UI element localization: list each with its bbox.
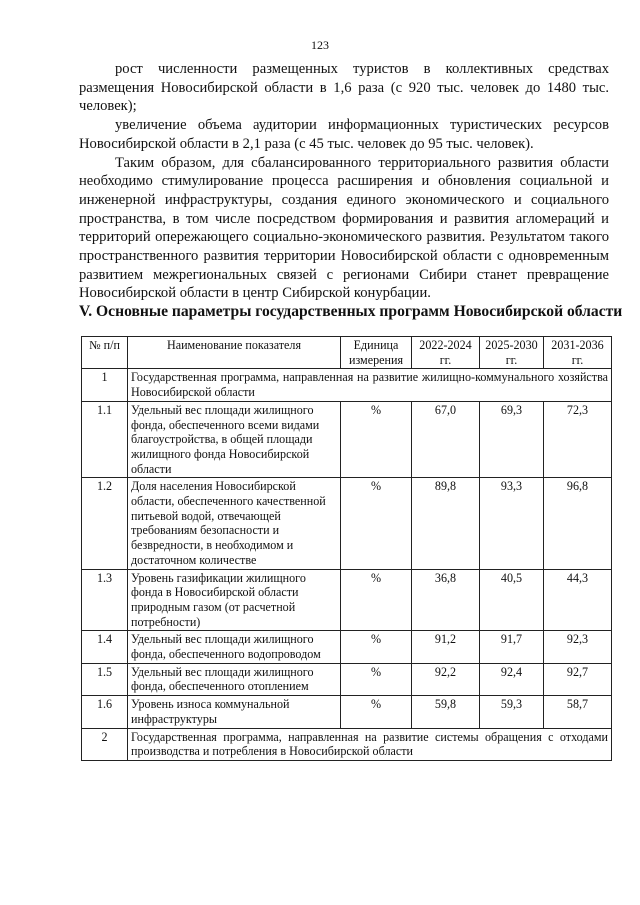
body-text <box>79 60 609 303</box>
program-number: 2 <box>82 728 128 760</box>
indicator-name: Уровень газификации жилищного фонда в Новосибирской области природным газом (от расчетной потребности) <box>128 569 341 631</box>
value-2022-2024: 67,0 <box>412 401 480 478</box>
program-row <box>82 728 612 760</box>
value-2031-2036: 92,3 <box>544 631 612 663</box>
page-number: 123 <box>311 38 329 52</box>
header-period-2022-2024: 2022-2024 гг. <box>412 337 480 369</box>
indicator-number: 1.3 <box>82 569 128 631</box>
header-period-2031-2036: 2031-2036 гг. <box>544 337 612 369</box>
value-2025-2030: 92,4 <box>480 663 544 695</box>
indicator-unit: % <box>341 569 412 631</box>
table-header-row <box>82 337 612 369</box>
indicator-unit: % <box>341 401 412 478</box>
program-title: Государственная программа, направленная на развитие жилищно-коммунального хозяйства Новосибирской области <box>128 369 612 401</box>
indicator-name: Удельный вес площади жилищного фонда, обеспеченного водопроводом <box>128 631 341 663</box>
indicator-number: 1.6 <box>82 696 128 728</box>
indicator-name: Уровень износа коммунальной инфраструктуры <box>128 696 341 728</box>
program-number: 1 <box>82 369 128 401</box>
header-unit: Единица измерения <box>341 337 412 369</box>
value-2022-2024: 89,8 <box>412 478 480 569</box>
value-2025-2030: 91,7 <box>480 631 544 663</box>
indicator-number: 1.2 <box>82 478 128 569</box>
value-2022-2024: 92,2 <box>412 663 480 695</box>
value-2022-2024: 36,8 <box>412 569 480 631</box>
value-2025-2030: 93,3 <box>480 478 544 569</box>
header-name: Наименование показателя <box>128 337 341 369</box>
indicator-unit: % <box>341 478 412 569</box>
paragraph: рост численности размещенных туристов в коллективных средствах размещения Новосибирской области в 1,6 раза (с 920 тыс. человек до 1480 тыс. человек); <box>79 61 609 115</box>
value-2031-2036: 58,7 <box>544 696 612 728</box>
program-row <box>82 369 612 401</box>
table-row <box>82 663 612 695</box>
section-heading: V. Основные параметры государственных программ Новосибирской области <box>79 303 623 320</box>
program-title: Государственная программа, направленная на развитие системы обращения с отходами производства и потребления в Новосибирской области <box>128 728 612 760</box>
table-row <box>82 478 612 569</box>
indicator-unit: % <box>341 696 412 728</box>
indicator-unit: % <box>341 663 412 695</box>
table-row <box>82 401 612 478</box>
value-2025-2030: 69,3 <box>480 401 544 478</box>
indicator-number: 1.5 <box>82 663 128 695</box>
value-2022-2024: 59,8 <box>412 696 480 728</box>
value-2025-2030: 59,3 <box>480 696 544 728</box>
indicator-name: Удельный вес площади жилищного фонда, обеспеченного всеми видами благоустройства, в общей площади жилищного фонда Новосибирской области <box>128 401 341 478</box>
indicator-unit: % <box>341 631 412 663</box>
header-num: № п/п <box>82 337 128 369</box>
value-2031-2036: 92,7 <box>544 663 612 695</box>
paragraph: увеличение объема аудитории информационных туристических ресурсов Новосибирской области в 2,1 раза (с 45 тыс. человек до 95 тыс. человек). <box>79 117 609 152</box>
indicator-name: Доля населения Новосибирской области, обеспеченного качественной питьевой водой, отвечающей требованиям безопасности и безвредности, в необходимом и достаточном количестве <box>128 478 341 569</box>
table-row <box>82 696 612 728</box>
value-2025-2030: 40,5 <box>480 569 544 631</box>
value-2031-2036: 44,3 <box>544 569 612 631</box>
parameters-table <box>81 336 612 761</box>
indicator-number: 1.1 <box>82 401 128 478</box>
value-2031-2036: 72,3 <box>544 401 612 478</box>
indicator-number: 1.4 <box>82 631 128 663</box>
table-row <box>82 631 612 663</box>
header-period-2025-2030: 2025-2030 гг. <box>480 337 544 369</box>
value-2022-2024: 91,2 <box>412 631 480 663</box>
table-row <box>82 569 612 631</box>
indicator-name: Удельный вес площади жилищного фонда, обеспеченного отоплением <box>128 663 341 695</box>
paragraph: Таким образом, для сбалансированного территориального развития области необходимо стимулирование процесса расширения и обновления социальной и инженерной инфраструктуры, создания единого экономического и социального пространства, в том числе посредством формирования и развития агломераций и территорий опережающего социально-экономического развития. Результатом такого пространственного развития территории Новосибирской области с одновременным развитием межрегиональных связей с регионами Сибири станет превращение Новосибирской области в центр Сибирской конурбации. <box>79 154 609 302</box>
value-2031-2036: 96,8 <box>544 478 612 569</box>
